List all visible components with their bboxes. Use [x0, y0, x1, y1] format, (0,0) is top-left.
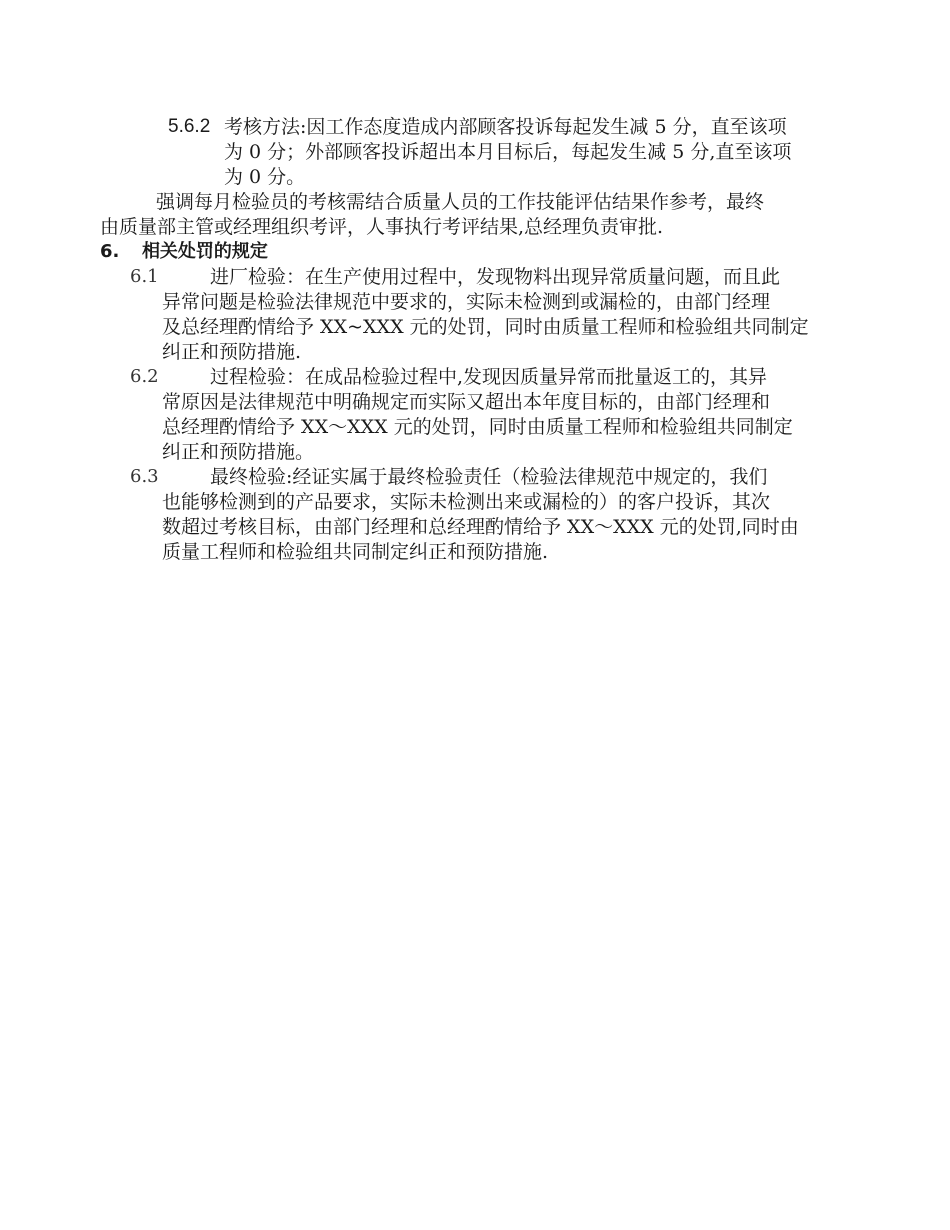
clause-text-line: 为 0 分。	[224, 166, 306, 188]
clause-text-line: 纠正和预防措施.	[162, 341, 302, 363]
paragraph-line: 由质量部主管或经理组织考评，人事执行考评结果,总经理负责审批.	[100, 216, 664, 238]
clause-text-line: 质量工程师和检验组共同制定纠正和预防措施.	[162, 541, 549, 563]
clause-text-line: 为 0 分；外部顾客投诉超出本月目标后，每起发生减 5 分,直至该项	[224, 141, 792, 163]
clause-number: 5.6.2	[168, 116, 211, 137]
section-heading	[100, 240, 268, 264]
clause-text-line: 纠正和预防措施。	[162, 441, 315, 463]
clause-text-line: 常原因是法律规范中明确规定而实际又超出本年度目标的，由部门经理和	[162, 391, 771, 413]
clause-text-line: 总经理酌情给予 XX～XXX 元的处罚，同时由质量工程师和检验组共同制定	[162, 416, 793, 438]
clause-text-line: 数超过考核目标，由部门经理和总经理酌情给予 XX～XXX 元的处罚,同时由	[162, 516, 799, 538]
clause-number: 6.1	[130, 266, 159, 287]
clause-text-line: 也能够检测到的产品要求，实际未检测出来或漏检的）的客户投诉，其次	[162, 491, 771, 513]
clause-text-line: 及总经理酌情给予 XX~XXX 元的处罚，同时由质量工程师和检验组共同制定	[162, 316, 809, 338]
clause-text-line: 最终检验:经证实属于最终检验责任（检验法律规范中规定的，我们	[210, 466, 768, 488]
clause-number: 6.3	[130, 466, 159, 487]
section-number: 6.	[100, 241, 120, 262]
clause-number: 6.2	[130, 366, 159, 387]
clause-text-line: 异常问题是检验法律规范中要求的，实际未检测到或漏检的，由部门经理	[162, 291, 771, 313]
clause-text-line: 过程检验：在成品检验过程中,发现因质量异常而批量返工的，其异	[210, 366, 768, 388]
clause-text-line: 考核方法:因工作态度造成内部顾客投诉每起发生减 5 分，直至该项	[224, 116, 787, 138]
clause-text-line: 进厂检验：在生产使用过程中，发现物料出现异常质量问题，而且此	[210, 266, 781, 288]
paragraph-line: 强调每月检验员的考核需结合质量人员的工作技能评估结果作参考，最终	[156, 191, 765, 213]
section-title: 相关处罚的规定	[141, 241, 268, 262]
